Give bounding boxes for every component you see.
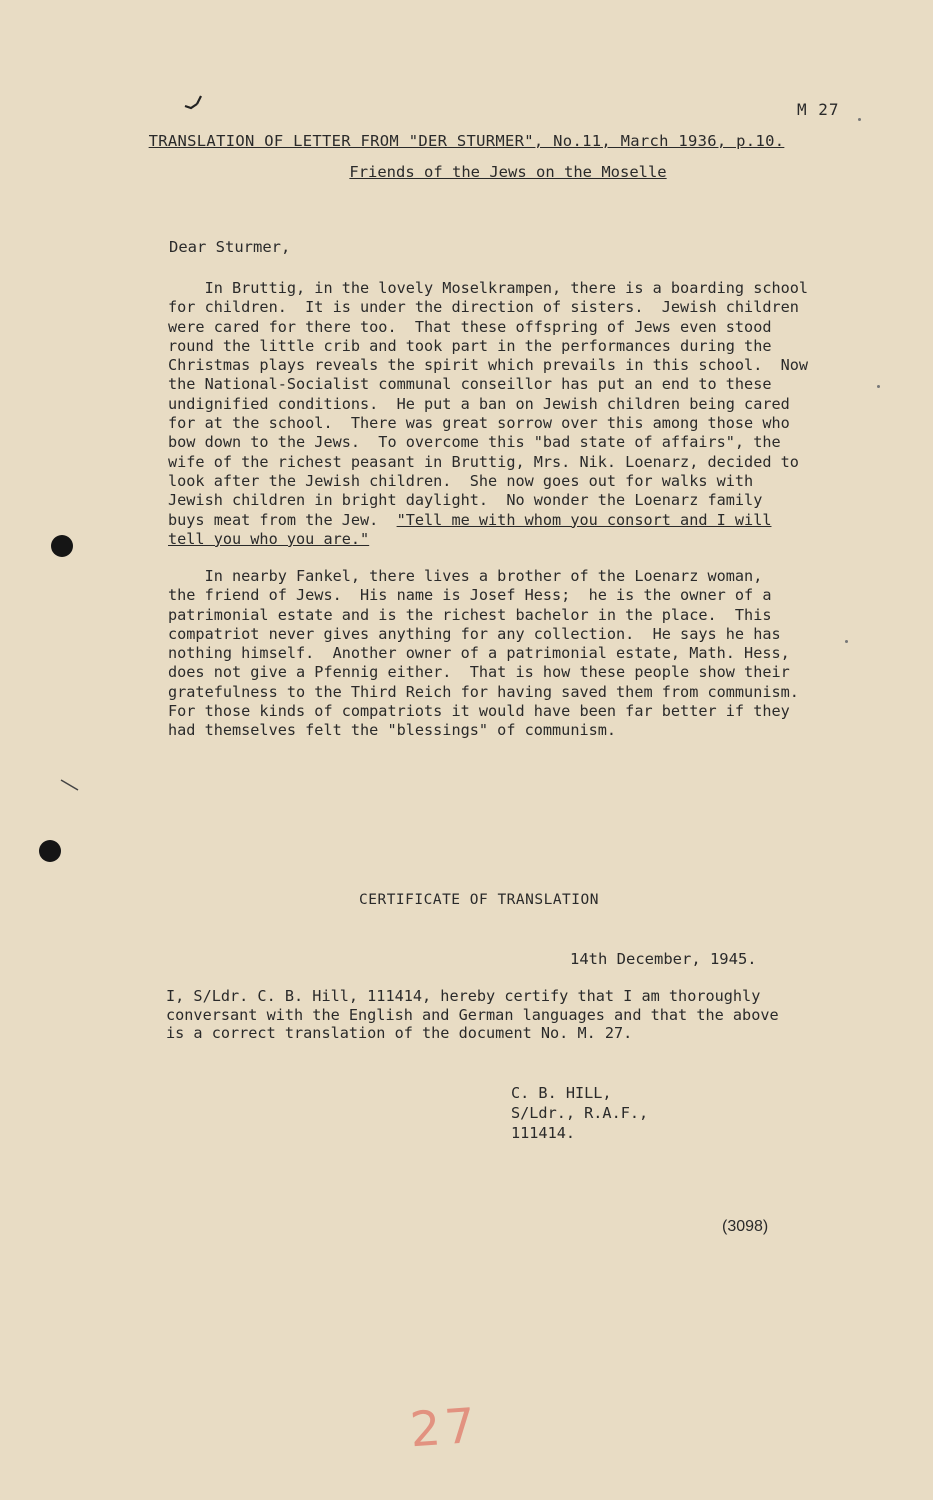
text-line: compatriot never gives anything for any collection. He says he has xyxy=(168,624,781,643)
pen-mark-icon xyxy=(60,778,80,792)
signature-name: C. B. HILL, xyxy=(511,1084,612,1102)
text-line: for children. It is under the direction of sisters. Jewish children xyxy=(168,298,799,317)
certificate-text xyxy=(166,987,779,1043)
text-line: conversant with the English and German languages and that the above xyxy=(166,1005,779,1024)
text-line: the friend of Jews. His name is Josef Hess; he is the owner of a xyxy=(168,586,772,605)
text-line: patrimonial estate and is the richest bachelor in the place. This xyxy=(168,605,772,624)
text-line: wife of the richest peasant in Bruttig, Mrs. Nik. Loenarz, decided to xyxy=(168,452,799,471)
text-line: In nearby Fankel, there lives a brother of the Loenarz woman, xyxy=(168,567,763,585)
text-line: bow down to the Jews. To overcome this "bad state of affairs", the xyxy=(168,433,781,452)
speck-icon xyxy=(858,118,861,121)
text-line: nothing himself. Another owner of a patrimonial estate, Math. Hess, xyxy=(168,644,790,663)
signature-rank: S/Ldr., R.A.F., xyxy=(511,1104,649,1122)
text-line: had themselves felt the "blessings" of communism. xyxy=(168,721,617,740)
document-number: (3098) xyxy=(722,1218,769,1235)
text-line: For those kinds of compatriots it would have been far better if they xyxy=(168,702,790,721)
text-line xyxy=(168,530,860,549)
text-line: is a correct translation of the document No. M. 27. xyxy=(166,1024,633,1042)
text-line xyxy=(168,511,860,530)
tick-mark-icon xyxy=(183,92,207,114)
document-subtitle: Friends of the Jews on the Moselle xyxy=(349,163,667,181)
text-line: gratefulness to the Third Reich for having saved them from communism. xyxy=(168,682,799,701)
text-line: Jewish children in bright daylight. No wonder the Loenarz family xyxy=(168,491,763,510)
text-line: I, S/Ldr. C. B. Hill, 111414, hereby certify that I am thoroughly xyxy=(166,987,761,1005)
letter-paragraph-2 xyxy=(168,567,860,741)
text-line: were cared for there too. That these offspring of Jews even stood xyxy=(168,317,772,336)
text-line: undignified conditions. He put a ban on Jewish children being cared xyxy=(168,394,790,413)
certificate-heading: CERTIFICATE OF TRANSLATION xyxy=(359,892,599,908)
underlined-quote: tell you who you are." xyxy=(168,529,370,548)
text-line: the National-Socialist communal conseillor has put an end to these xyxy=(168,375,772,394)
speck-icon xyxy=(877,385,880,388)
speck-icon xyxy=(845,640,848,643)
text-line: does not give a Pfennig either. That is how these people show their xyxy=(168,663,790,682)
punch-hole-icon xyxy=(39,840,61,862)
document-reference: M 27 xyxy=(797,100,840,119)
text-fragment: buys meat from the Jew. xyxy=(168,510,397,529)
underlined-quote: "Tell me with whom you consort and I will xyxy=(396,510,772,529)
archive-page-mark: 27 xyxy=(408,1397,481,1459)
document-title: TRANSLATION OF LETTER FROM "DER STURMER", No.11, March 1936, p.10. xyxy=(148,132,785,150)
text-line: for at the school. There was great sorrow over this among those who xyxy=(168,414,790,433)
signature-block xyxy=(511,1083,648,1143)
letter-paragraph-1 xyxy=(168,279,860,549)
text-line: round the little crib and took part in the performances during the xyxy=(168,336,772,355)
signature-number: 111414. xyxy=(511,1124,576,1142)
punch-hole-icon xyxy=(51,535,73,557)
text-line: look after the Jewish children. She now goes out for walks with xyxy=(168,471,754,490)
text-line: Christmas plays reveals the spirit which prevails in this school. Now xyxy=(168,356,809,375)
certificate-date: 14th December, 1945. xyxy=(570,950,757,968)
text-line: In Bruttig, in the lovely Moselkrampen, there is a boarding school xyxy=(168,279,809,297)
letter-salutation: Dear Sturmer, xyxy=(169,238,291,256)
